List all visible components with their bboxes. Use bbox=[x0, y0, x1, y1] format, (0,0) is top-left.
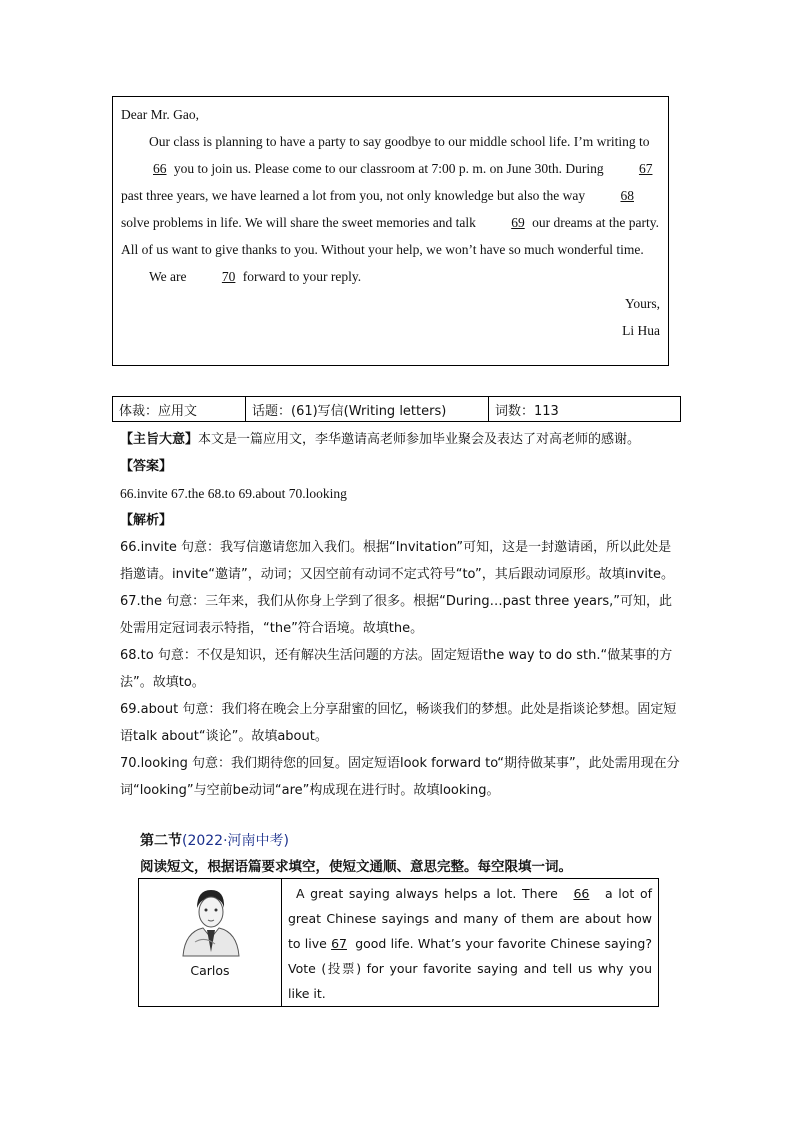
letter-greeting: Dear Mr. Gao, bbox=[121, 107, 199, 122]
word-count-cell: 词数：113 bbox=[489, 397, 681, 422]
explanation-69: 69.about 句意：我们将在晚会上分享甜蜜的回忆，畅谈我们的梦想。此处是指谈论梦想。固定短语talk about“谈论”。故填about。 bbox=[120, 702, 677, 744]
topic-cell: 话题：(61)写信(Writing letters) bbox=[246, 397, 489, 422]
explanation-tag: 【解析】 bbox=[120, 513, 173, 528]
portrait-cell bbox=[139, 879, 282, 1007]
blank-70: 70 bbox=[221, 269, 236, 284]
explanation-68: 68.to 句意：不仅是知识，还有解决生活问题的方法。固定短语the way to do sth.“做某事的方法”。故填to。 bbox=[120, 648, 673, 690]
letter-paragraph-2 bbox=[121, 263, 660, 290]
blank-66: 66 bbox=[573, 886, 590, 901]
blank-67: 67 bbox=[638, 161, 653, 176]
blank-68: 68 bbox=[620, 188, 634, 203]
main-idea-tag: 【主旨大意】 bbox=[120, 432, 199, 447]
letter-closing: Yours, bbox=[624, 296, 660, 311]
portrait-image bbox=[175, 886, 245, 958]
letter-text: Our class is planning to have a party to say goodbye to our middle school life. I’m writing to bbox=[149, 134, 650, 149]
explanation-67: 67.the 句意：三年来，我们从你身上学到了很多。根据“During…past three years,”可知，此处需用定冠词表示特指，“the”符合语境。故填the。 bbox=[120, 594, 672, 636]
letter-text: you to join us. Please come to our classroom at 7:00 p. m. on June 30th. During bbox=[170, 161, 607, 176]
explanation-70: 70.looking 句意：我们期待您的回复。固定短语look forward to“期待做某事”，此处需用现在分词“looking”与空前be动词“are”构成现在进行时。故填looking。 bbox=[120, 756, 680, 798]
section-instruction: 阅读短文，根据语篇要求填空，使短文通顺、意思完整。每空限填一词。 bbox=[140, 859, 572, 875]
letter-box bbox=[112, 96, 669, 366]
main-idea bbox=[120, 426, 680, 453]
portrait-caption: Carlos bbox=[190, 963, 230, 978]
letter-text: We are bbox=[149, 269, 190, 284]
section-title bbox=[140, 830, 289, 850]
passage-text: a lot of great Chinese sayings and many of them are about how to live bbox=[288, 886, 652, 951]
blank-67: 67 bbox=[331, 936, 347, 951]
letter-text: forward to your reply. bbox=[239, 269, 362, 284]
letter-signature: Li Hua bbox=[622, 323, 660, 338]
letter-text: past three years, we have learned a lot from you, not only knowledge but also the way bbox=[121, 188, 589, 203]
section-source: (2022·河南中考) bbox=[182, 833, 290, 849]
reading-table bbox=[138, 878, 659, 1007]
analysis-section bbox=[120, 426, 680, 804]
info-table bbox=[112, 396, 681, 422]
letter-paragraph-1 bbox=[121, 128, 660, 263]
explanation-66: 66.invite 句意：我写信邀请您加入我们。根据“Invitation”可知，这是一封邀请函，所以此处是指邀请。invite“邀请”，动词；又因空前有动词不定式符号“to”，其后跟动词原形。故填invite。 bbox=[120, 540, 675, 582]
letter-text: our dreams at the party. All of us want to give thanks to you. Without your help, we won’t have so much wonderful time. bbox=[121, 215, 660, 257]
letter-text: solve problems in life. We will share the sweet memories and talk bbox=[121, 215, 480, 230]
blank-69: 69 bbox=[511, 215, 525, 230]
passage-text: good life. What’s your favorite Chinese saying? Vote (投票) for your favorite saying and tell us why you like it. bbox=[288, 936, 652, 1001]
reading-passage bbox=[282, 879, 659, 1007]
blank-66: 66 bbox=[153, 161, 167, 176]
main-idea-text: 本文是一篇应用文，李华邀请高老师参加毕业聚会及表达了对高老师的感谢。 bbox=[198, 432, 641, 447]
answer-list: 66.invite 67.the 68.to 69.about 70.looking bbox=[120, 486, 347, 501]
section-label: 第二节 bbox=[140, 833, 182, 849]
answer-tag: 【答案】 bbox=[120, 459, 173, 474]
passage-text: A great saying always helps a lot. There bbox=[296, 886, 564, 901]
genre-cell: 体裁：应用文 bbox=[113, 397, 246, 422]
